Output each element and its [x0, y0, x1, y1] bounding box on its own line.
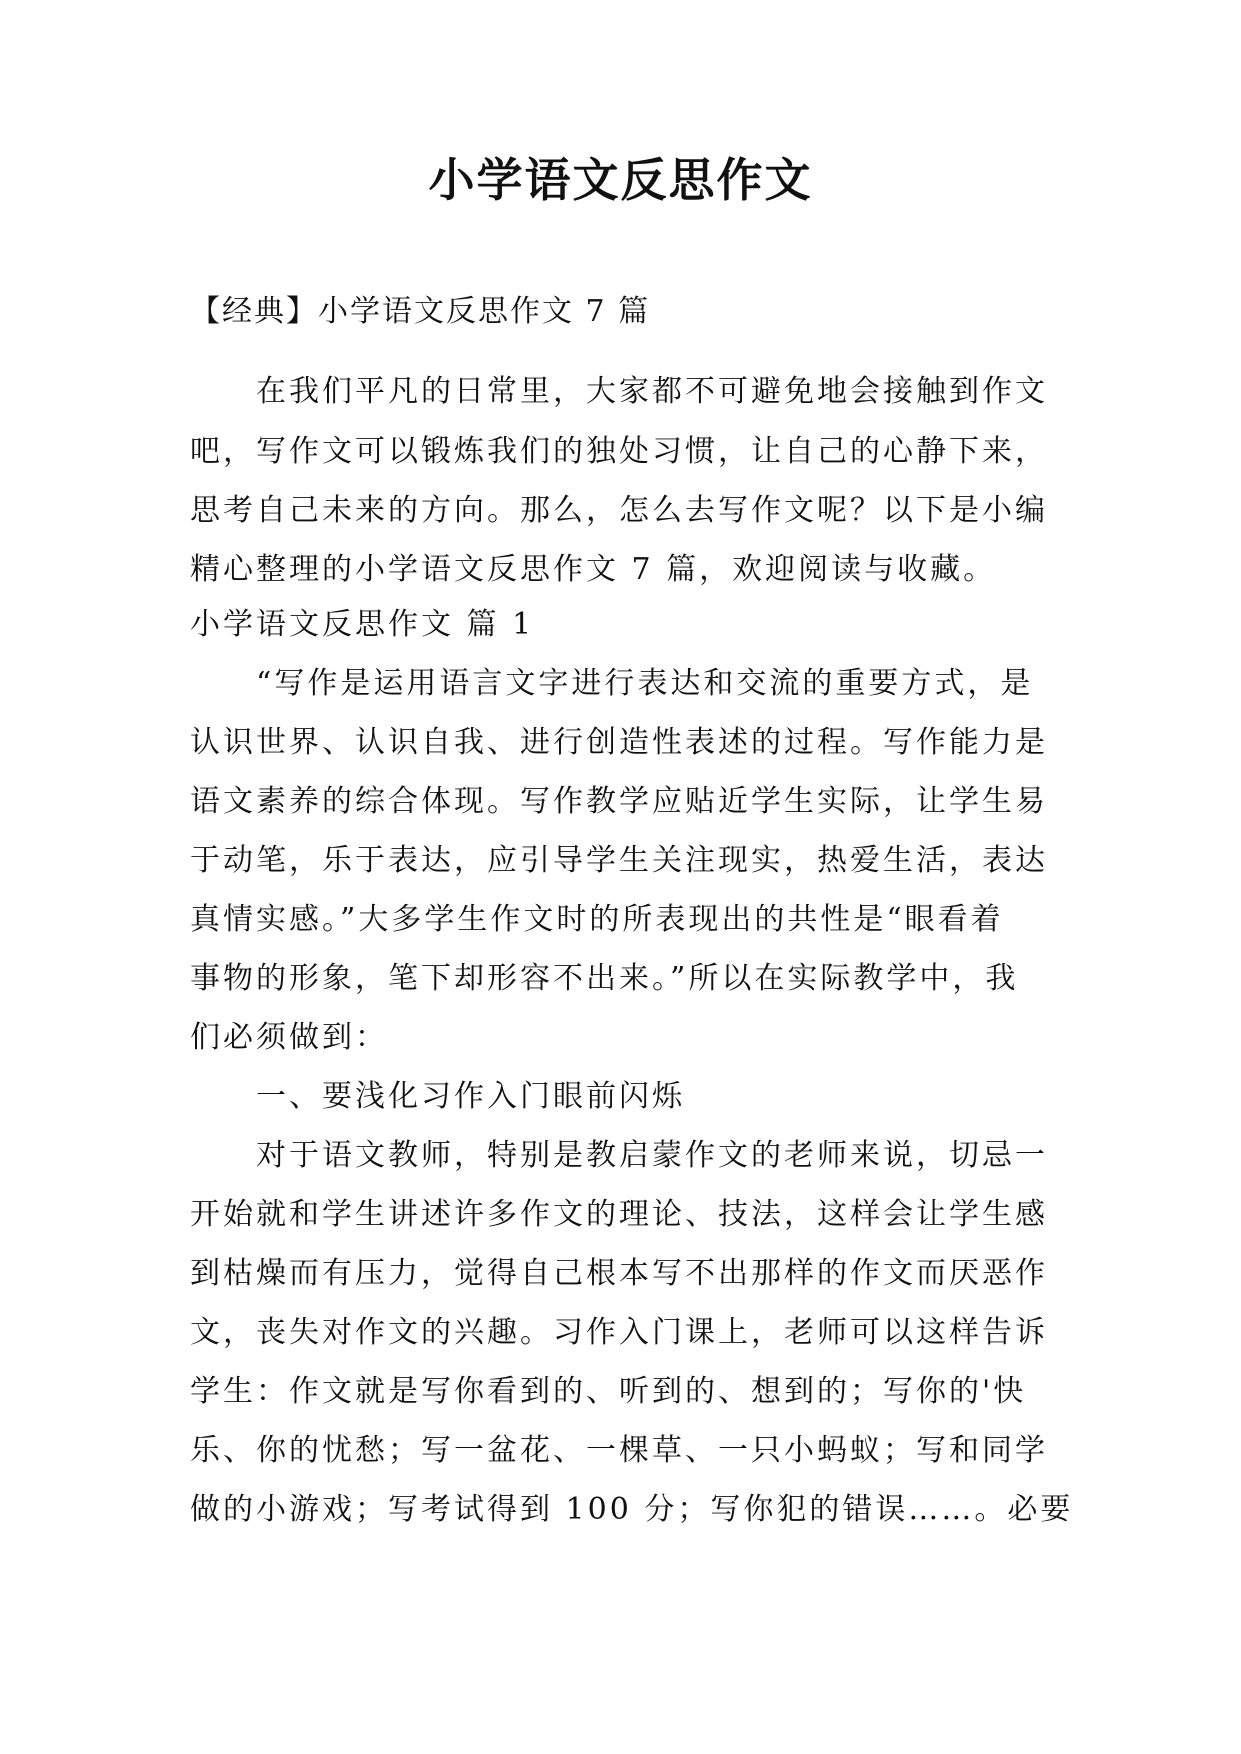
subsection-heading: 一、要浅化习作入门眼前闪烁 [256, 1079, 685, 1114]
body-line: 文，丧失对作文的兴趣。习作入门课上，老师可以这样告诉 [190, 1315, 1048, 1350]
body-line: 语文素养的综合体现。写作教学应贴近学生实际，让学生易 [190, 784, 1048, 819]
body-line: 精心整理的小学语文反思作文 7 篇，欢迎阅读与收藏。 [190, 552, 997, 587]
body-line: “写作是运用语言文字进行表达和交流的重要方式，是 [256, 666, 1034, 701]
body-line: 到枯燥而有压力，觉得自己根本写不出那样的作文而厌恶作 [190, 1256, 1048, 1291]
body-line: 思考自己未来的方向。那么，怎么去写作文呢？以下是小编 [190, 493, 1048, 528]
body-line: 事物的形象，笔下却形容不出来。”所以在实际教学中，我 [190, 961, 1019, 996]
body-line: 认识世界、认识自我、进行创造性表述的过程。写作能力是 [190, 725, 1048, 760]
body-line: 对于语文教师，特别是教启蒙作文的老师来说，切忌一 [256, 1138, 1048, 1173]
body-line: 吧，写作文可以锻炼我们的独处习惯，让自己的心静下来， [190, 434, 1048, 469]
body-line: 乐、你的忧愁；写一盆花、一棵草、一只小蚂蚁；写和同学 [190, 1433, 1048, 1468]
body-line: 开始就和学生讲述许多作文的理论、技法，这样会让学生感 [190, 1197, 1048, 1232]
body-line: 真情实感。”大多学生作文时的所表现出的共性是“眼看着 [190, 902, 1004, 937]
body-line: 学生：作文就是写你看到的、听到的、想到的；写你的'快 [190, 1374, 1027, 1409]
document-subtitle: 【经典】小学语文反思作文 7 篇 [190, 294, 651, 329]
body-line: 做的小游戏；写考试得到 100 分；写你犯的错误……。必要 [190, 1492, 1074, 1527]
body-line: 于动笔，乐于表达，应引导学生关注现实，热爱生活，表达 [190, 843, 1048, 878]
body-line: 在我们平凡的日常里，大家都不可避免地会接触到作文 [256, 374, 1048, 409]
section-heading: 小学语文反思作文 篇 1 [190, 607, 535, 642]
body-line: 们必须做到： [190, 1020, 388, 1055]
document-title: 小学语文反思作文 [428, 153, 813, 207]
